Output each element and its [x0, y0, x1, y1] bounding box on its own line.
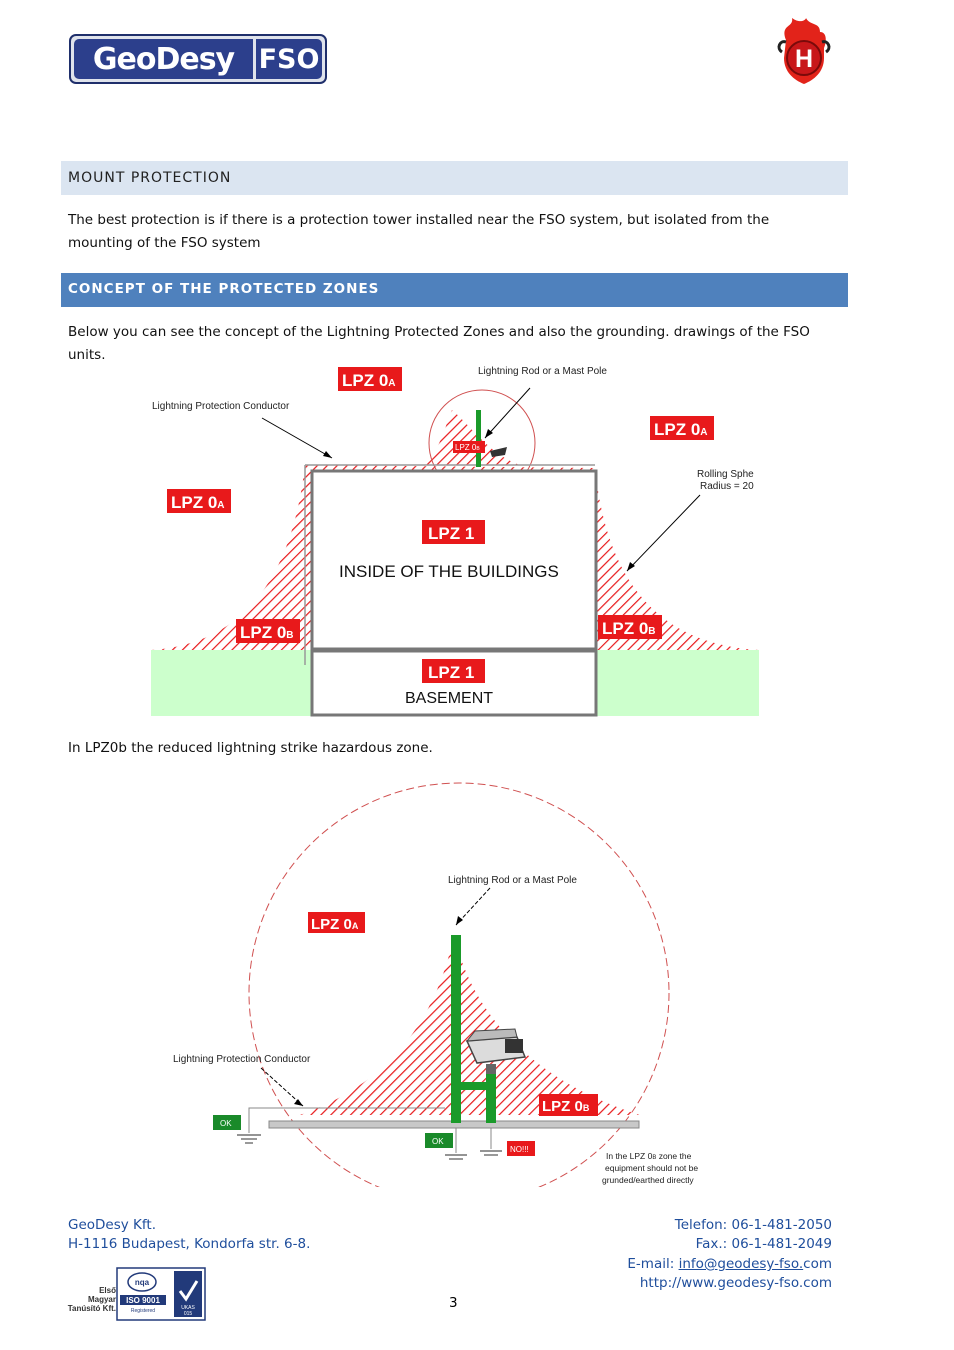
footer-phone: Telefon: 06-1-481-2050	[674, 1217, 832, 1233]
grounding-diagram	[165, 775, 725, 1187]
footer-fax: Fax.: 06-1-481-2049	[695, 1236, 832, 1252]
nqa-text: nqa	[134, 1278, 150, 1287]
concept-text: Below you can see the concept of the Lightning Protected Zones and also the grounding. drawings of the FSO units.	[68, 324, 810, 363]
note-line-3: grunded/earthed directly	[602, 1175, 694, 1185]
mount-protection-heading: MOUNT PROTECTION	[61, 161, 848, 195]
inside-buildings-label: INSIDE OF THE BUILDINGS	[339, 562, 559, 581]
svg-text:NO!!!: NO!!!	[510, 1145, 529, 1154]
lpz0a-badge-right	[650, 416, 714, 440]
registered-text: Registered	[130, 1308, 156, 1314]
building-upper	[312, 471, 596, 649]
footer-address: H-1116 Budapest, Kondorfa str. 6-8.	[68, 1236, 311, 1252]
footer-email: E-mail: info@geodesy-fso.com	[627, 1256, 832, 1272]
rod-label-2: Lightning Rod or a Mast Pole	[448, 875, 577, 886]
logo-text-geodesy: GeoDesy	[74, 39, 253, 79]
note-line-1: In the LPZ 0B zone the	[606, 1151, 692, 1161]
protected-zones-diagram	[140, 355, 765, 720]
svg-text:LPZ 1: LPZ 1	[428, 663, 475, 682]
footer-website[interactable]: http://www.geodesy-fso.com	[639, 1275, 832, 1291]
lightning-rod	[476, 410, 481, 467]
svg-text:LPZ 0A: LPZ 0A	[171, 493, 225, 512]
ok-badge-center	[425, 1133, 453, 1148]
rolling-sphere-label-2: Radius = 20	[700, 481, 754, 492]
no-badge	[507, 1141, 535, 1156]
lpz0b-caption: In LPZ0b the reduced lightning strike hazardous zone.	[68, 740, 433, 756]
fso-unit-icon	[490, 447, 507, 457]
basement-label: BASEMENT	[405, 690, 494, 707]
svg-text:LPZ 0A: LPZ 0A	[311, 916, 359, 933]
ukas-number: 015	[183, 1311, 193, 1317]
svg-text:LPZ 0A: LPZ 0A	[654, 420, 708, 439]
lpz0b-badge-left	[236, 619, 300, 643]
svg-text:LPZ 0B: LPZ 0B	[455, 443, 480, 452]
fso-camera-icon	[467, 1029, 525, 1063]
iso-text: ISO 9001	[126, 1296, 160, 1305]
svg-text:LPZ 0A: LPZ 0A	[342, 371, 396, 390]
lpz1-badge-basement	[422, 659, 485, 683]
logo-text-fso: FSO	[256, 39, 322, 79]
conductor-label-2: Lightning Protection Conductor	[173, 1054, 311, 1065]
page-number: 3	[449, 1295, 458, 1311]
lpz1-badge-upper	[422, 520, 485, 544]
ukas-text: UKAS	[181, 1305, 195, 1311]
email-link[interactable]: info@geodesy-fso.	[678, 1256, 804, 1272]
footer-company: GeoDesy Kft.	[68, 1217, 156, 1233]
badge-letter: H	[794, 45, 814, 73]
lpz0b-badge-right	[598, 615, 662, 639]
rod-label: Lightning Rod or a Mast Pole	[478, 366, 607, 377]
lpz0a-badge-top	[338, 367, 402, 391]
iso-9001-badge	[116, 1267, 206, 1321]
concept-heading: CONCEPT OF THE PROTECTED ZONES	[61, 273, 848, 307]
certifier-name: Első Magyar Tanúsító Kft.	[67, 1286, 116, 1313]
lpz0b-badge-small	[453, 441, 485, 453]
lpz0b-badge-fig2	[539, 1094, 598, 1116]
svg-text:LPZ 0B: LPZ 0B	[602, 619, 656, 638]
svg-text:OK: OK	[432, 1137, 444, 1146]
fire-badge-icon	[776, 18, 832, 86]
svg-text:LPZ 0B: LPZ 0B	[542, 1098, 590, 1115]
mount-protection-text: The best protection is if there is a protection tower installed near the FSO system, but isolated from the mounting of the FSO system	[68, 212, 770, 251]
rolling-sphere-label-1: Rolling Sphe	[697, 469, 754, 480]
conductor-label: Lightning Protection Conductor	[152, 401, 290, 412]
svg-text:OK: OK	[220, 1119, 232, 1128]
svg-text:LPZ 1: LPZ 1	[428, 524, 475, 543]
mast-pole	[451, 935, 461, 1123]
note-line-2: equipment should not be	[605, 1163, 699, 1173]
geodesy-fso-logo	[69, 34, 327, 84]
lpz0a-badge-fig2	[308, 912, 365, 933]
lpz0a-badge-left	[167, 489, 231, 513]
ok-badge-left	[213, 1115, 241, 1130]
svg-text:LPZ 0B: LPZ 0B	[240, 623, 294, 642]
